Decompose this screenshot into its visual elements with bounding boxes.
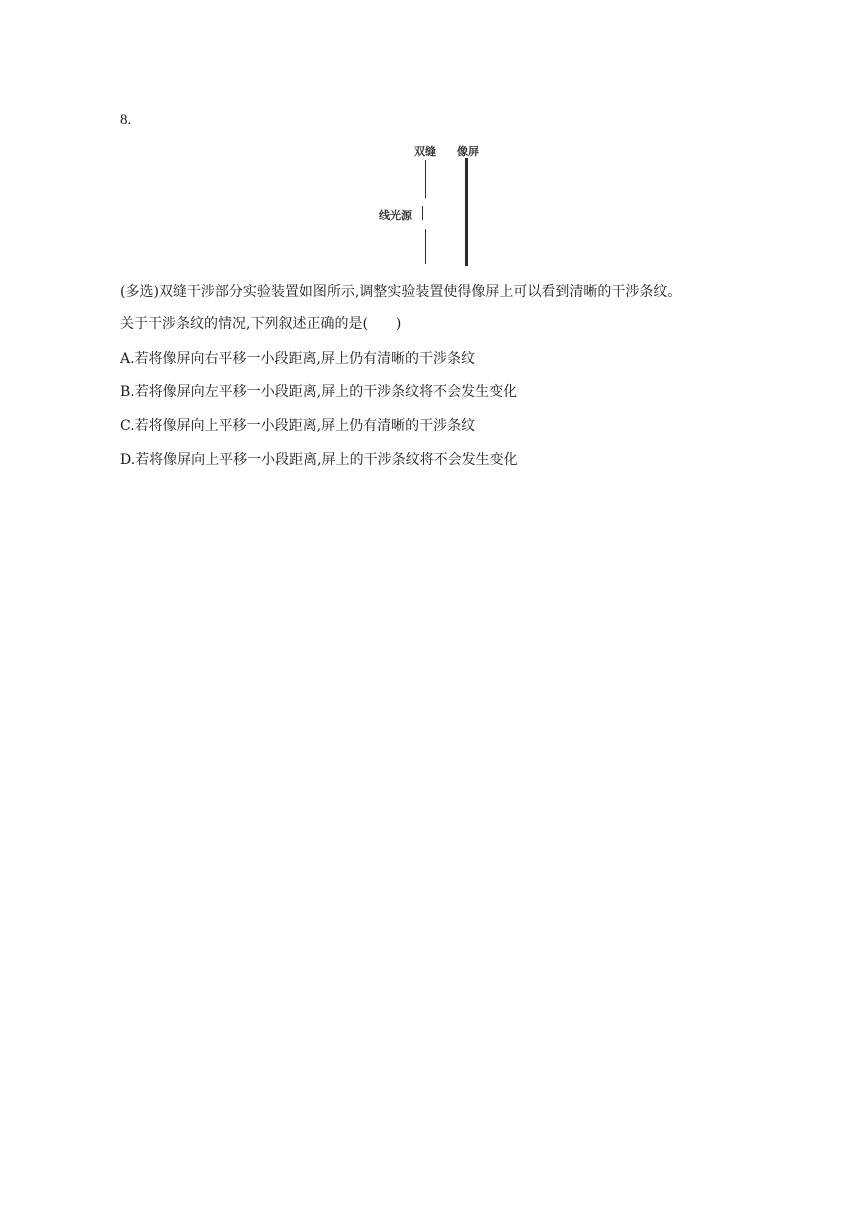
question-number: 8. <box>120 112 132 128</box>
label-double-slit: 双缝 <box>414 145 436 158</box>
double-slit-lower-line <box>425 229 426 264</box>
double-slit-figure <box>370 138 510 270</box>
double-slit-upper-line <box>425 160 426 198</box>
line-source-mark <box>422 206 423 220</box>
question-stem-line-1: (多选)双缝干涉部分实验装置如图所示,调整实验装置使得像屏上可以看到清晰的干涉条纹。 <box>120 284 682 300</box>
option-a: A.若将像屏向右平移一小段距离,屏上仍有清晰的干涉条纹 <box>120 351 476 367</box>
option-b: B.若将像屏向左平移一小段距离,屏上的干涉条纹将不会发生变化 <box>120 384 518 400</box>
label-image-screen: 像屏 <box>457 145 479 158</box>
option-d: D.若将像屏向上平移一小段距离,屏上的干涉条纹将不会发生变化 <box>120 452 518 468</box>
image-screen-line <box>465 158 468 266</box>
option-c: C.若将像屏向上平移一小段距离,屏上仍有清晰的干涉条纹 <box>120 418 476 434</box>
question-stem-line-2: 关于干涉条纹的情况,下列叙述正确的是( ) <box>120 316 402 332</box>
label-line-source: 线光源 <box>379 209 412 222</box>
